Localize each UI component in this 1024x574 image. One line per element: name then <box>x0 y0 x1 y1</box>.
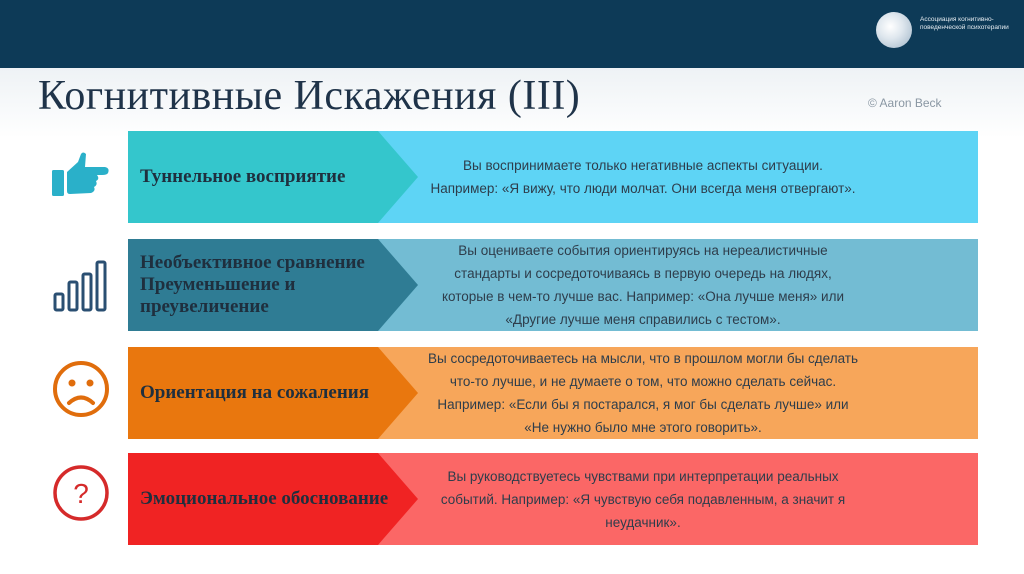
item-label: Ориентация на сожаления <box>140 382 370 403</box>
page-title: Когнитивные Искажения (III) <box>38 73 581 119</box>
item-unfair-comparison <box>128 239 978 331</box>
org-name: Ассоциация когнитивно-поведенческой психотерапии <box>920 16 1009 31</box>
item-regret-orientation <box>128 347 978 439</box>
item-description: Вы воспринимаете только негативные аспекты ситуации. Например: «Я вижу, что люди молчат. Они всегда меня отвергают». <box>430 158 856 196</box>
item-description: Вы сосредоточиваетесь на мысли, что в прошлом могли бы сделать что-то лучше, и не думаете о том, что можно сделать сейчас. Например: «Если бы я постарался, я мог бы сделать лучше» или «Не нужно было мне этого говорить». <box>428 351 859 435</box>
org-logo <box>876 12 1016 52</box>
item-description: Вы руководствуетесь чувствами при интерпретации реальных событий. Например: «Я чувствую себя подавленным, а значит я неудачник». <box>440 468 846 530</box>
author-credit: © Aaron Beck <box>868 96 942 110</box>
item-label: Эмоциональное обоснование <box>140 488 389 509</box>
sad-face-icon <box>50 358 112 420</box>
question-mark-glyph: ? <box>73 478 89 509</box>
globe-icon <box>876 12 912 48</box>
item-label: Необъективное сравнение Преуменьшение и преувеличение <box>140 252 365 317</box>
thumbs-pointing-hand-icon <box>50 148 112 210</box>
question-circle-icon <box>50 462 112 524</box>
bar-chart-icon <box>50 254 112 316</box>
item-emotional-reasoning <box>128 453 978 545</box>
item-description: Вы оцениваете события ориентируясь на нереалистичные стандарты и сосредоточиваясь в первую очередь на людях, которые в чем-то лучше вас. Например: «Она лучше меня» или «Другие лучше меня справились с тестом». <box>441 243 844 327</box>
item-label: Туннельное восприятие <box>140 166 346 187</box>
top-bar <box>0 0 1024 68</box>
item-tunnel-vision <box>128 131 978 223</box>
